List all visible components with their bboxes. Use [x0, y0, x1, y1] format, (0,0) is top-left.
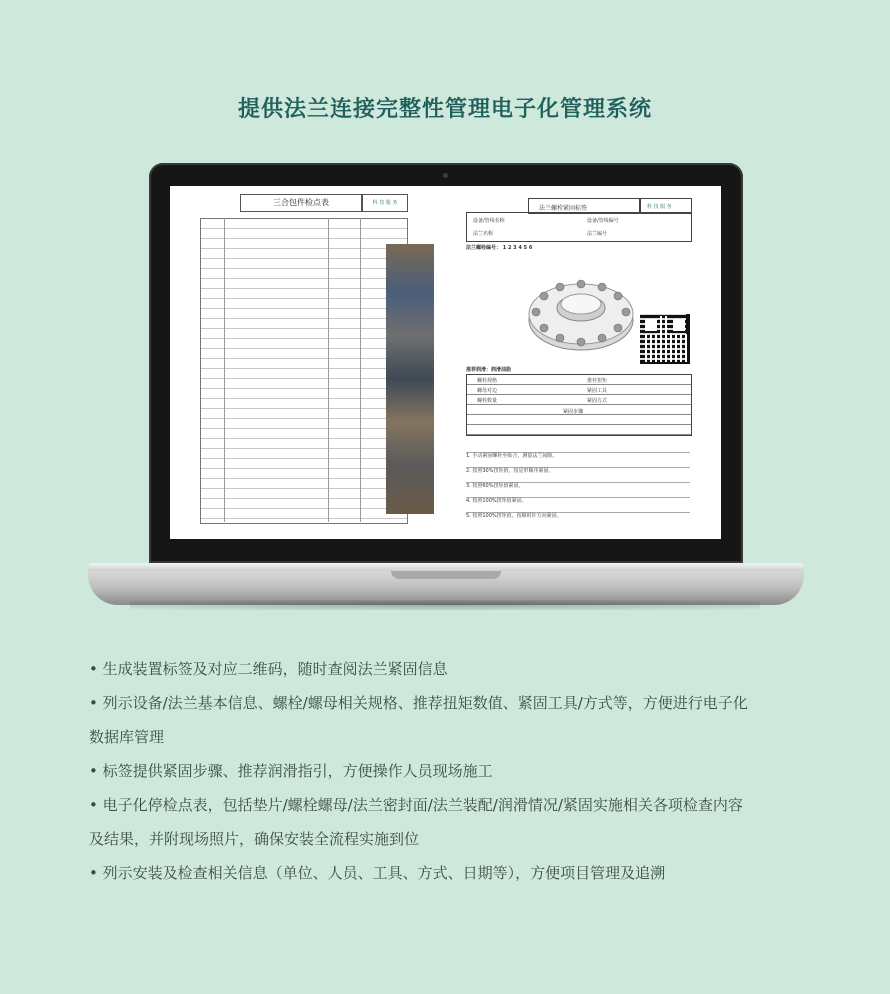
grid-column-divider — [328, 218, 329, 522]
steps-heading: 紧固步骤 — [563, 409, 584, 415]
laptop-opening-notch — [391, 571, 501, 579]
flange-illustration — [526, 268, 636, 358]
camera-icon — [443, 173, 448, 178]
bullet-item: • 电子化停检点表，包括垫片/螺栓螺母/法兰密封面/法兰装配/润滑情况/紧固实施相关各项检查内容 — [89, 796, 743, 814]
row-label: 设备/管线名称 — [473, 218, 505, 224]
tag-info-table — [466, 212, 692, 242]
company-logo: 科 技 服 务 — [362, 194, 408, 212]
grid-column-divider — [224, 218, 225, 522]
step-item: 2. 按照30%扭矩值，按星形顺序紧固。 — [466, 468, 554, 474]
step-item: 4. 按照100%扭矩值紧固。 — [466, 498, 527, 504]
laptop-screen — [170, 186, 721, 539]
bullet-item: 数据库管理 — [89, 728, 165, 746]
grid-column-divider — [360, 218, 361, 522]
table-cell: 推荐扭矩 — [587, 378, 608, 384]
inspection-checklist-doc — [178, 194, 438, 534]
laptop-base — [88, 563, 804, 605]
feature-bullet-list — [89, 652, 809, 890]
step-item: 5. 按照100%扭矩值，按顺时针方向紧固。 — [466, 513, 562, 519]
table-cell: 螺母对边 — [477, 388, 498, 394]
checklist-grid — [200, 218, 408, 524]
table-cell: 螺栓规格 — [477, 378, 498, 384]
checklist-heading: 三合包件检点表 — [240, 194, 362, 212]
table-cell: 紧固工具 — [587, 388, 608, 394]
flange-tag-doc — [466, 194, 716, 534]
table-cell: 螺栓数量 — [477, 398, 498, 404]
bullet-item: • 生成装置标签及对应二维码，随时查阅法兰紧固信息 — [89, 660, 448, 678]
step-item: 3. 按照60%扭矩值紧固。 — [466, 483, 524, 489]
qr-code-pattern — [640, 314, 686, 360]
bolt-number-label: 法兰螺栓编号： 1 2 3 4 5 6 — [466, 245, 533, 251]
lube-label: 推荐润滑：润滑油脂 — [466, 367, 512, 373]
steps-list — [466, 438, 690, 519]
row-label: 法兰编号 — [587, 231, 608, 237]
tag-logo-text: 科 技 服 务 — [647, 204, 672, 210]
row-label: 设备/管线编号 — [587, 218, 619, 224]
tag-heading: 法兰螺栓紧固标签 — [539, 205, 588, 212]
bullet-item: • 列示设备/法兰基本信息、螺栓/螺母相关规格、推荐扭矩数值、紧固工具/方式等，方便进行电子化 — [89, 694, 748, 712]
bullet-item: • 标签提供紧固步骤、推荐润滑指引，方便操作人员现场施工 — [89, 762, 493, 780]
step-item: 1. 手动紧固螺栓至贴合，测量法兰间隙。 — [466, 453, 558, 459]
bullet-item: 及结果，并附现场照片，确保安装全流程实施到位 — [89, 830, 420, 848]
laptop-base-lip — [88, 563, 804, 571]
table-cell: 紧固方式 — [587, 398, 608, 404]
laptop-shadow — [130, 600, 760, 610]
row-label: 法兰名称 — [473, 231, 494, 237]
laptop-lid — [149, 163, 743, 563]
site-photos — [386, 244, 434, 514]
page-title: 提供法兰连接完整性管理电子化管理系统 — [237, 97, 652, 122]
bullet-item: • 列示安装及检查相关信息（单位、人员、工具、方式、日期等），方便项目管理及追溯 — [89, 864, 666, 882]
bolt-spec-table — [466, 374, 692, 436]
